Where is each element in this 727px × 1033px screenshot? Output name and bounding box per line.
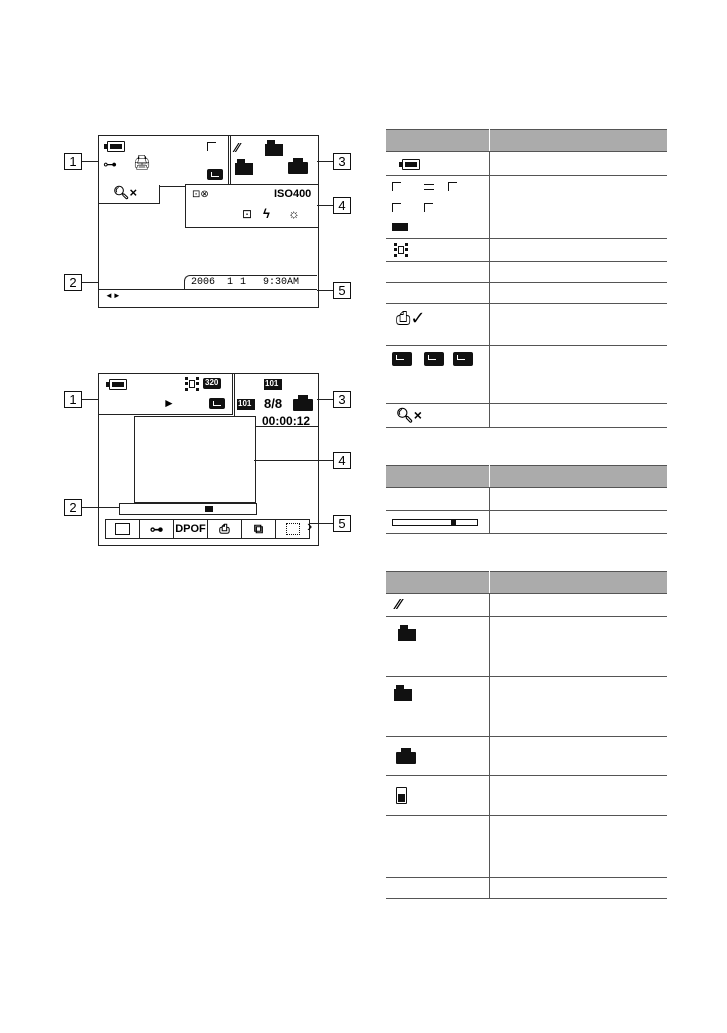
callout-2: 2 (64, 499, 82, 516)
protect-icon: ⊶ (103, 156, 117, 172)
header-display (386, 572, 490, 594)
folder-number: 101 (265, 379, 279, 388)
internal-memory-icon (396, 752, 416, 764)
recording-folder-icon (398, 629, 416, 641)
playback-folder-icon (394, 689, 412, 701)
metering-icon: ⊡ (242, 207, 253, 221)
callout-4: 4 (333, 452, 351, 469)
table-row (386, 511, 667, 534)
table-row (386, 816, 667, 878)
date-day: 1 (240, 277, 247, 288)
print-order-icon: ⎙✓ (396, 308, 426, 328)
protect-icon: ⊶ (149, 520, 164, 537)
leader-line (254, 460, 333, 461)
movie-icon (185, 377, 199, 391)
panel-1 (99, 136, 229, 187)
header-meaning (490, 466, 668, 488)
image-size-icon (424, 184, 434, 185)
print-order-icon: 🖨︎ (133, 154, 151, 170)
panel-1 (99, 374, 233, 415)
leader-line (119, 503, 120, 508)
table-2 (386, 465, 667, 534)
leader-line (82, 507, 120, 508)
flash-icon: ϟ (263, 206, 270, 221)
playback-still-screen (98, 135, 319, 308)
playback-bar-handle (205, 506, 213, 512)
internal-memory-icon (288, 162, 308, 174)
movie-size-badge (203, 378, 221, 389)
callout-3: 3 (333, 391, 351, 408)
toolbar (105, 518, 313, 539)
protect-button[interactable] (140, 520, 174, 538)
playback-folder-icon (235, 163, 253, 175)
table-header (386, 130, 667, 152)
table-row (386, 677, 667, 737)
dro-icon: ⊡⊗ (192, 189, 209, 200)
movie-icon (394, 243, 408, 257)
battery-icon (107, 141, 125, 152)
image-size-icon (392, 223, 408, 231)
image-size-icon (424, 189, 434, 190)
resize-icon (286, 523, 300, 535)
playback-folder-number: 101 (238, 399, 252, 408)
table-row (386, 262, 667, 283)
image-size-icon (207, 142, 216, 151)
table-row (386, 304, 667, 346)
movie-size: 320 (205, 378, 219, 387)
memory-card-icon (396, 787, 407, 804)
nav-arrows-icon: ◄► (105, 291, 121, 300)
battery-icon (402, 159, 420, 170)
table-row (386, 404, 667, 428)
header-display (386, 130, 490, 152)
table-row (386, 776, 667, 816)
date-month: 1 (227, 277, 234, 288)
image-size-icon (448, 182, 457, 191)
recording-mode-icon (424, 352, 444, 366)
table-row (386, 488, 667, 511)
table-row (386, 878, 667, 899)
image-size-icon (424, 203, 433, 212)
table-header (386, 572, 667, 594)
panel-3 (230, 136, 318, 187)
recording-mode-icon (207, 169, 223, 180)
callout-4: 4 (333, 197, 351, 214)
callout-2: 2 (64, 274, 82, 291)
callout-5: 5 (333, 515, 351, 532)
more-arrow-icon[interactable]: › (307, 518, 313, 535)
callout-3: 3 (333, 153, 351, 170)
leader-line (317, 205, 333, 206)
table-1 (386, 129, 667, 428)
image-count: 8/8 (264, 396, 283, 411)
zoom-exit-box (99, 185, 160, 204)
battery-icon (109, 379, 127, 390)
folder-icon (115, 523, 130, 535)
rotate-icon: ⧉ (253, 521, 264, 536)
table-3 (386, 571, 667, 899)
header-meaning (490, 572, 668, 594)
leader-line (317, 399, 333, 400)
zoom-exit-icon: 🔍︎× (113, 185, 138, 200)
recording-mode-icon (209, 398, 225, 409)
zoom-exit-icon: 🔍︎× (396, 407, 422, 423)
image-area (134, 416, 256, 503)
leader-line (82, 399, 98, 400)
memory-stick-icon: ⁄⁄ (396, 596, 402, 613)
table-row (386, 239, 667, 262)
header-meaning (490, 130, 668, 152)
time: 9:30AM (263, 277, 300, 288)
leader-line (82, 161, 98, 162)
rotate-button[interactable] (242, 520, 276, 538)
playback-folder-badge (237, 399, 255, 410)
table-row (386, 283, 667, 304)
memory-stick-icon: ⁄⁄ (235, 140, 240, 155)
leader-line (317, 290, 333, 291)
print-button[interactable] (208, 520, 242, 538)
recording-mode-icon (453, 352, 473, 366)
callout-1: 1 (64, 153, 82, 170)
table-row (386, 346, 667, 404)
folder-button[interactable] (106, 520, 140, 538)
recording-folder-icon (265, 144, 283, 156)
iso-label: ISO400 (274, 188, 312, 200)
folder-badge (264, 379, 282, 390)
resize-button[interactable] (276, 520, 309, 538)
table-header (386, 466, 667, 488)
callout-1: 1 (64, 391, 82, 408)
playback-bar-icon (392, 519, 478, 526)
table-row (386, 152, 667, 176)
playback-bar (119, 503, 257, 515)
panel-4 (185, 184, 318, 228)
playback-bar-handle (451, 519, 456, 525)
image-size-icon (392, 182, 401, 191)
recording-mode-icon (392, 352, 412, 366)
leader-line (310, 523, 333, 524)
white-balance-icon: ☼ (288, 206, 300, 221)
counter: 00:00:12 (262, 414, 311, 428)
leader-line (82, 282, 98, 283)
panel-5 (99, 275, 317, 306)
table-row (386, 737, 667, 776)
dpof-button[interactable]: DPOF (174, 520, 208, 538)
table-row (386, 176, 667, 239)
play-icon: ► (163, 396, 175, 410)
header-display (386, 466, 490, 488)
table-row (386, 594, 667, 617)
print-icon: ⎙ (219, 521, 230, 536)
table-row (386, 617, 667, 677)
internal-memory-icon (293, 399, 313, 411)
image-size-icon (392, 203, 401, 212)
date-year: 2006 (191, 277, 216, 288)
leader-line (317, 161, 333, 162)
callout-5: 5 (333, 282, 351, 299)
